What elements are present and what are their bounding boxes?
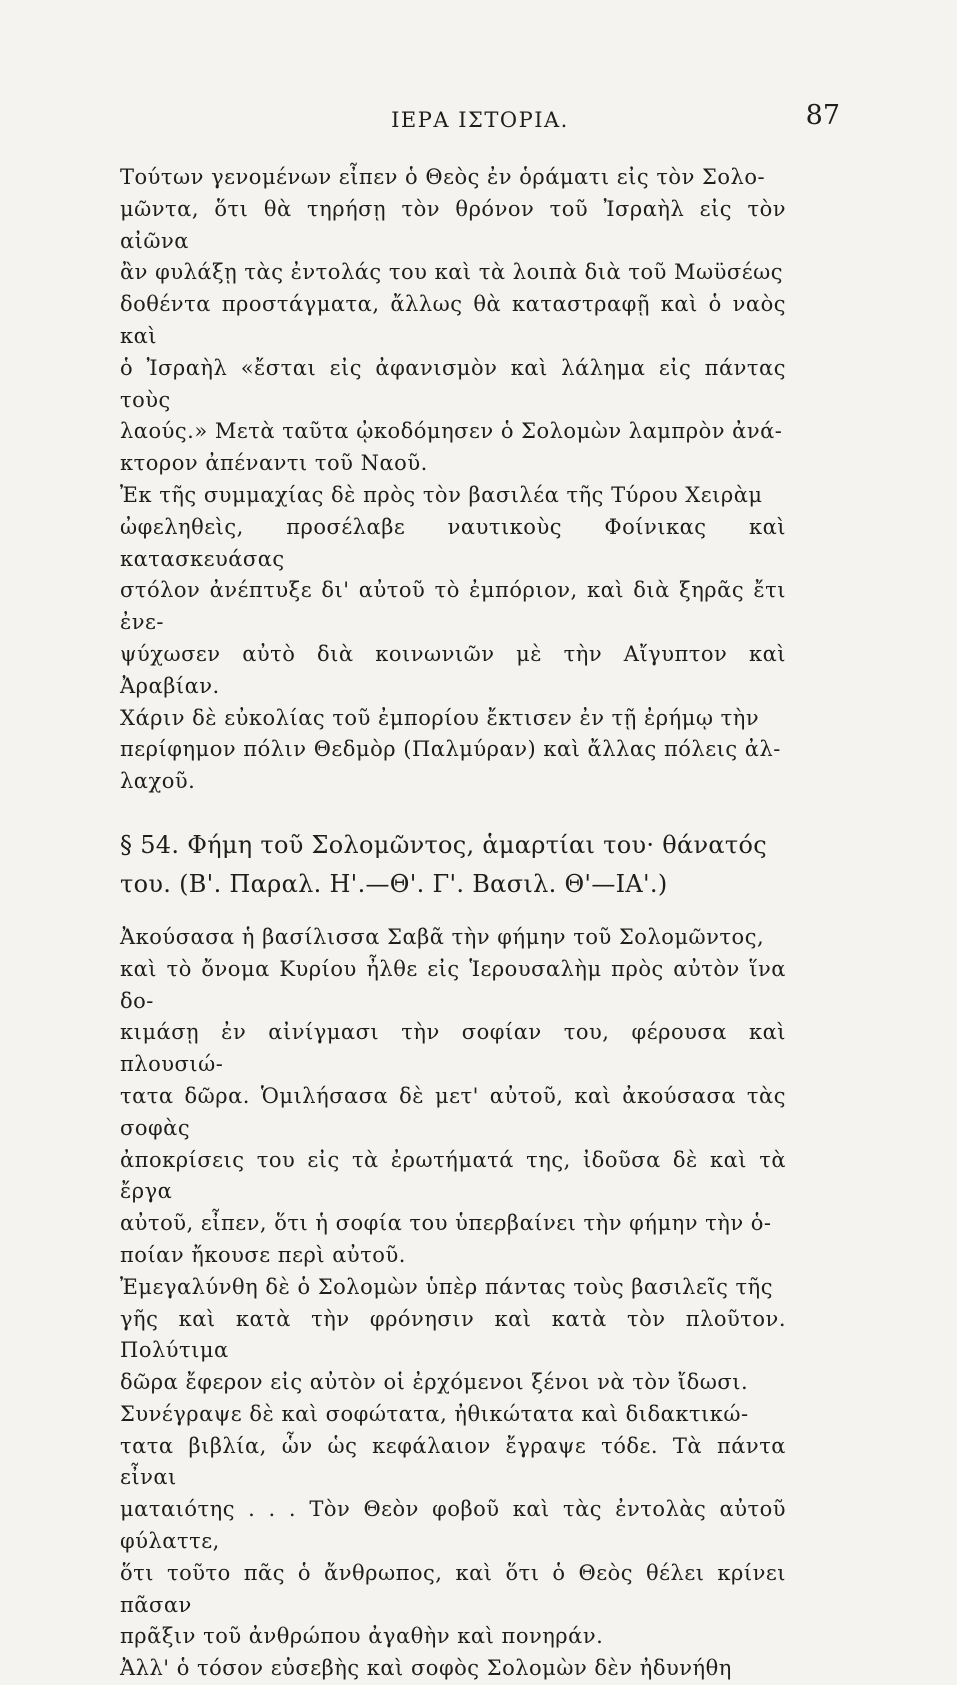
running-title: ΙΕΡΑ ΙΣΤΟΡΙΑ. xyxy=(391,108,569,132)
paragraph: Ἐκ τῆς συμμαχίας δὲ πρὸς τὸν βασιλέα τῆς Τύρου Χειρὰμ ὠφεληθεὶς, προσέλαβε ναυτικοὺς Φοίνικας καὶ κατασκευάσας στόλον ἀνέπτυξε δι' αὐτοῦ τὸ ἐμπόριον, καὶ διὰ ξηρᾶς ἔτι ἐνε- ψύχωσεν αὐτὸ διὰ κοινωνιῶν μὲ τὴν Αἴγυπτον καὶ Ἀραβίαν. Χάριν δὲ εὐκολίας τοῦ ἐμπορίου ἔκτισεν ἐν τῇ ἐρήμῳ τὴν περίφημον πόλιν Θεδμὸρ (Παλμύραν) καὶ ἄλλας πόλεις ἀλ- λαχοῦ. xyxy=(120,482,786,794)
page-number: 87 xyxy=(805,100,840,131)
paragraph: Συνέγραψε δὲ καὶ σοφώτατα, ἠθικώτατα καὶ διδακτικώ- τατα βιβλία, ὧν ὡς κεφάλαιον ἔγραψε τόδε. Τὰ πάντα εἶναι ματαιότης . . . Τὸν Θεὸν φοβοῦ καὶ τὰς ἐντολὰς αὐτοῦ φύλαττε, ὅτι τοῦτο πᾶς ὁ ἄνθρωπος, καὶ ὅτι ὁ Θεὸς θέλει κρίνει πᾶσαν πρᾶξιν τοῦ ἀνθρώπου ἀγαθὴν καὶ πονηράν. xyxy=(120,1401,786,1649)
running-header xyxy=(120,100,840,140)
page-body xyxy=(120,162,786,1685)
paragraph: Τούτων γενομένων εἶπεν ὁ Θεὸς ἐν ὁράματι εἰς τὸν Σολο- μῶντα, ὅτι θὰ τηρήσῃ τὸν θρόνον τοῦ Ἰσραὴλ εἰς τὸν αἰῶνα ἂν φυλάξῃ τὰς ἐντολάς του καὶ τὰ λοιπὰ διὰ τοῦ Μωϋσέως δοθέντα προστάγματα, ἄλλως θὰ καταστραφῇ καὶ ὁ ναὸς καὶ ὁ Ἰσραὴλ «ἔσται εἰς ἀφανισμὸν καὶ λάλημα εἰς πάντας τοὺς λαούς.» Μετὰ ταῦτα ᾠκοδόμησεν ὁ Σολομὼν λαμπρὸν ἀνά- κτορον ἀπέναντι τοῦ Ναοῦ. xyxy=(120,165,786,476)
paragraph: Ἀκούσασα ἡ βασίλισσα Σαβᾶ τὴν φήμην τοῦ Σολομῶντος, καὶ τὸ ὄνομα Κυρίου ἦλθε εἰς Ἱερουσαλὴμ πρὸς αὐτὸν ἵνα δο- κιμάσῃ ἐν αἰνίγμασι τὴν σοφίαν του, φέρουσα καὶ πλουσιώ- τατα δῶρα. Ὁμιλήσασα δὲ μετ' αὐτοῦ, καὶ ἀκούσασα τὰς σοφὰς ἀποκρίσεις του εἰς τὰ ἐρωτήματά της, ἰδοῦσα δὲ καὶ τὰ ἔργα αὐτοῦ, εἶπεν, ὅτι ἡ σοφία του ὑπερβαίνει τὴν φήμην τὴν ὁ- ποίαν ἤκουσε περὶ αὐτοῦ. xyxy=(120,924,786,1267)
paragraph: Ἐμεγαλύνθη δὲ ὁ Σολομὼν ὑπὲρ πάντας τοὺς βασιλεῖς τῆς γῆς καὶ κατὰ τὴν φρόνησιν καὶ κατὰ τὸν πλοῦτον. Πολύτιμα δῶρα ἔφερον εἰς αὐτὸν οἱ ἐρχόμενοι ξένοι νὰ τὸν ἴδωσι. xyxy=(120,1274,786,1395)
section-heading: § 54. Φήμη τοῦ Σολομῶντος, ἁμαρτίαι του· θάνατός του. (Β'. Παραλ. Η'.—Θ'. Γ'. Βασιλ. Θ'—ΙΑ'.) xyxy=(120,830,767,898)
paragraph: Ἀλλ' ὁ τόσον εὐσεβὴς καὶ σοφὸς Σολομὼν δὲν ἠδυνήθη xyxy=(120,1656,732,1681)
